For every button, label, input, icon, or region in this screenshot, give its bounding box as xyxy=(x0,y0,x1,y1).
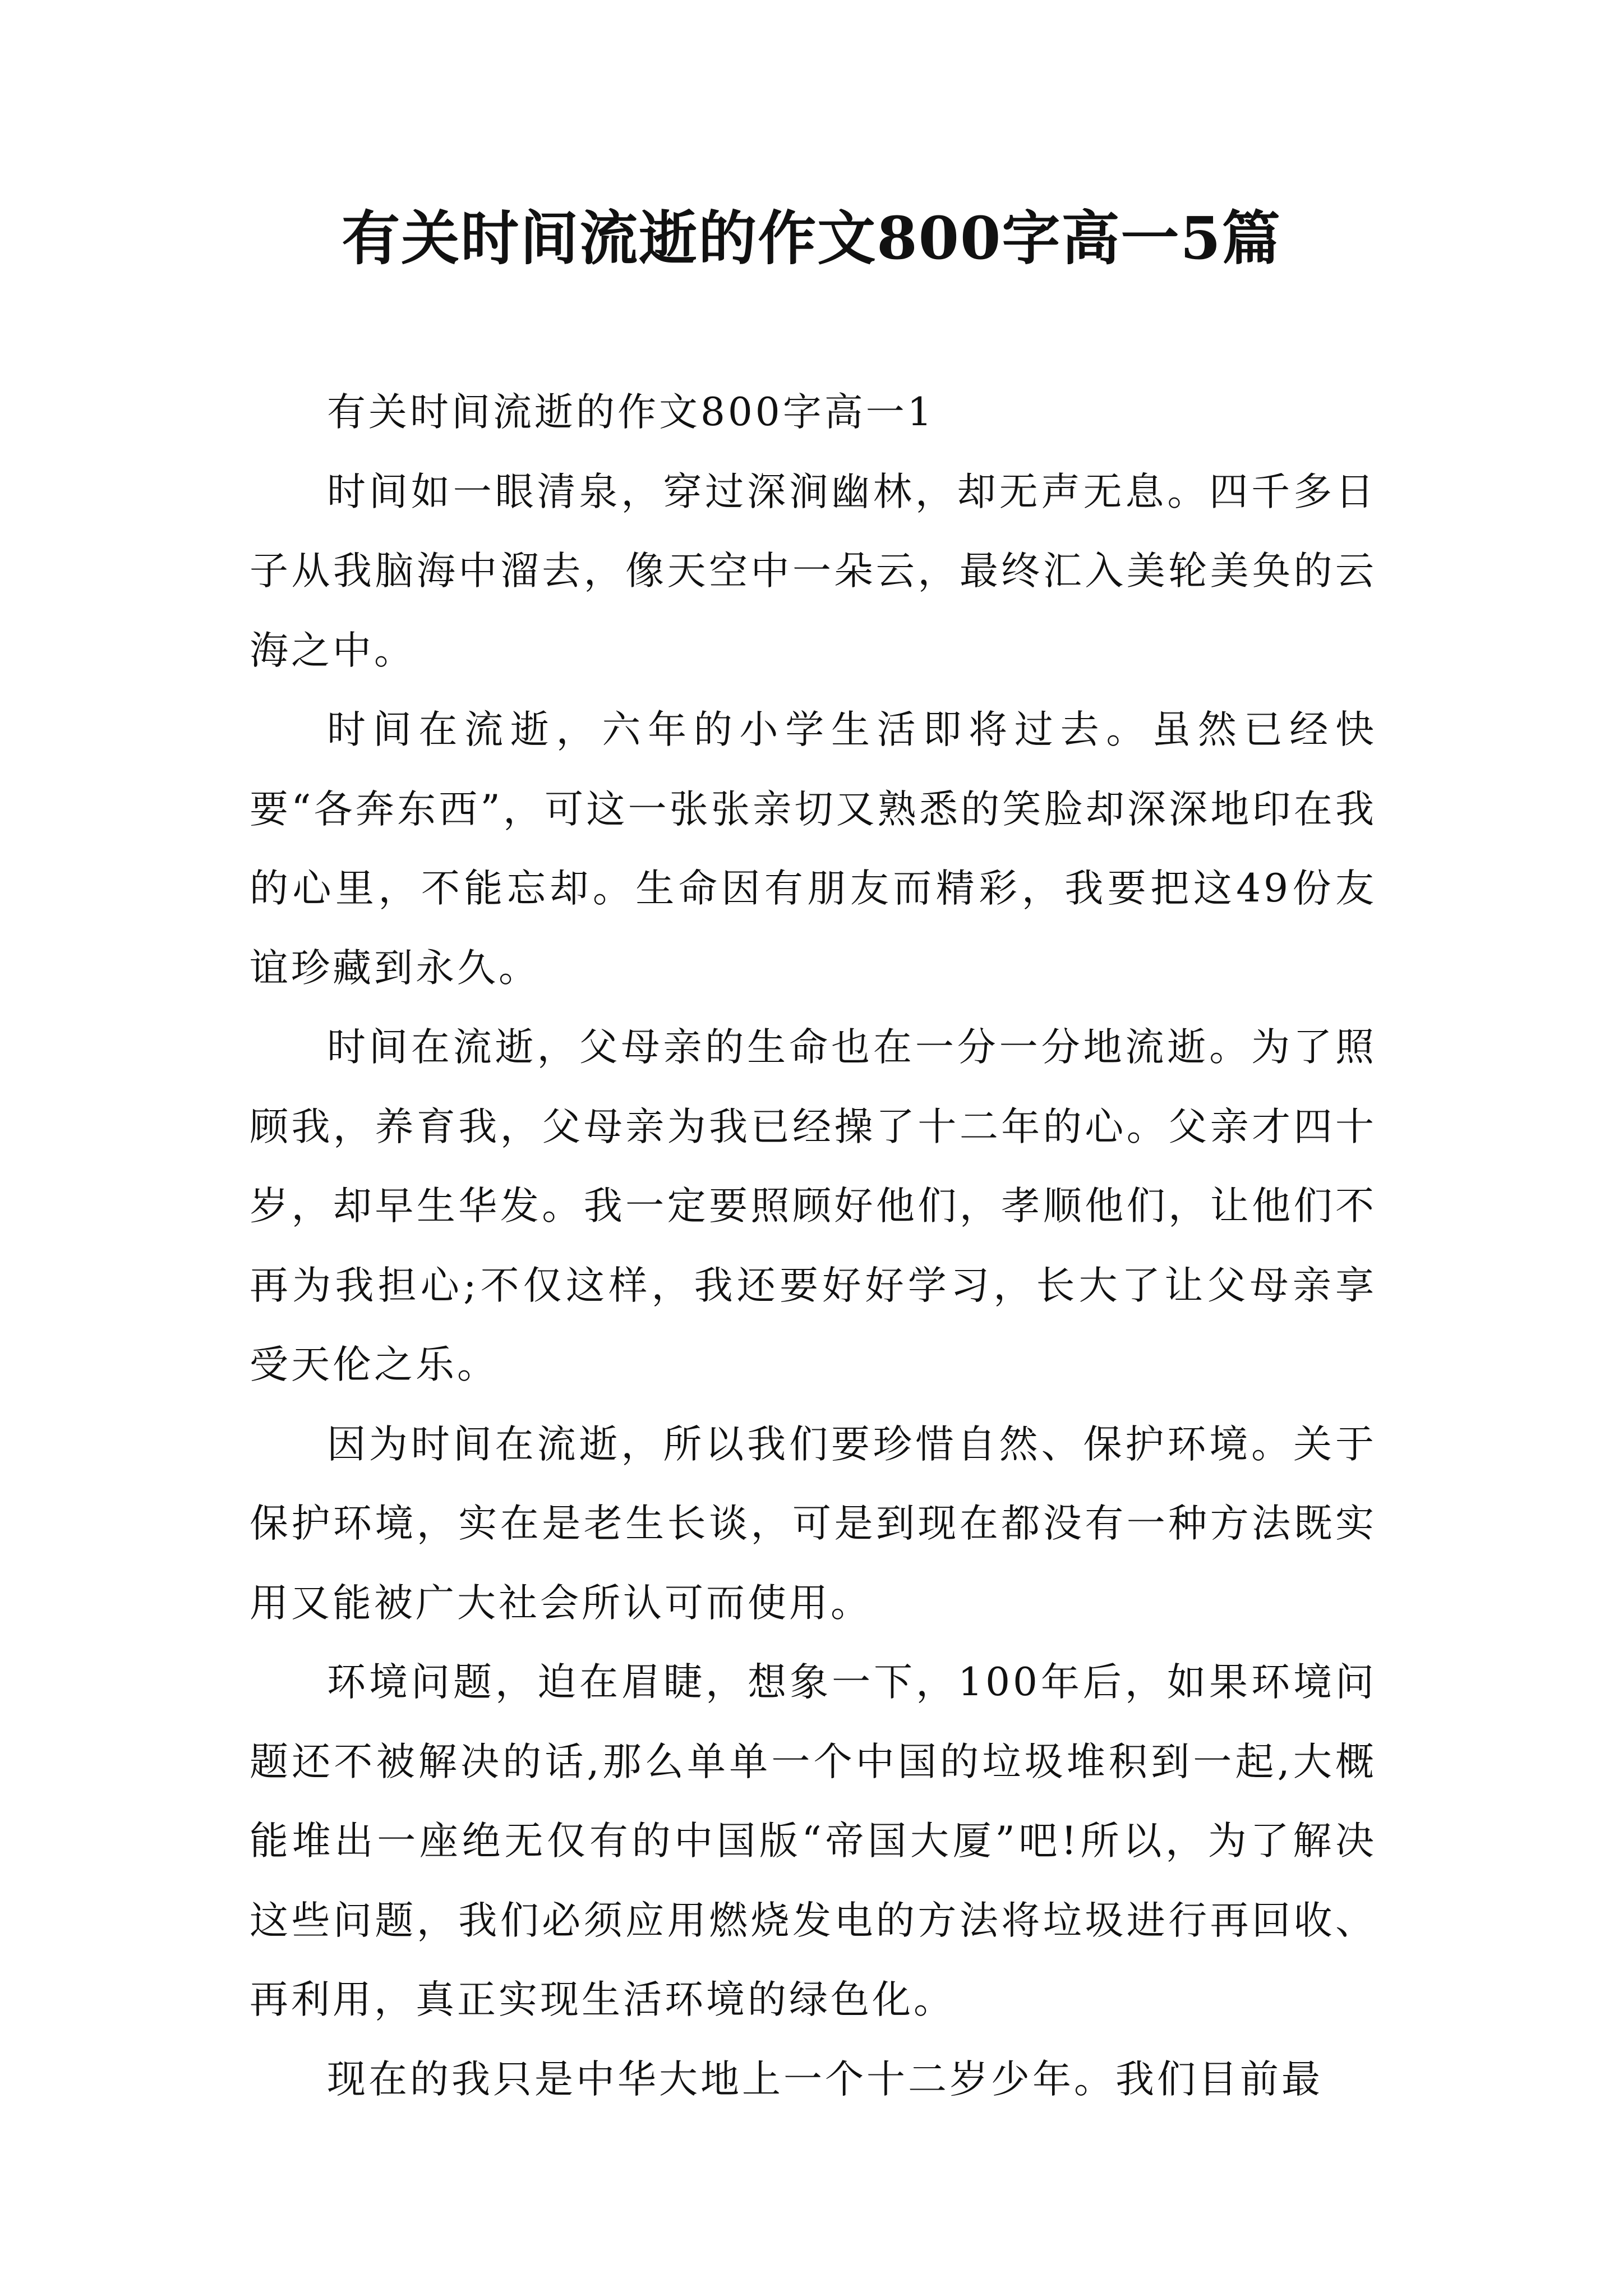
section-heading: 有关时间流逝的作文800字高一1 xyxy=(327,390,935,435)
paragraph: 时间如一眼清泉，穿过深涧幽林，却无声无息。四千多日子从我脑海中溜去，像天空中一朵云，最终汇入美轮美奂的云海之中。 xyxy=(250,469,1377,673)
document-title: 有关时间流逝的作文800字高一5篇 xyxy=(342,204,1281,273)
paragraph: 环境问题，迫在眉睫，想象一下，100年后，如果环境问题还不被解决的话,那么单单一个中国的垃圾堆积到一起,大概能堆出一座绝无仅有的中国版“帝国大厦”吧!所以，为了解决这些问题，我们必须应用燃烧发电的方法将垃圾进行再回收、再利用，真正实现生活环境的绿色化。 xyxy=(250,1660,1377,2022)
document-body xyxy=(250,373,1377,2119)
paragraph: 时间在流逝，六年的小学生活即将过去。虽然已经快要“各奔东西”，可这一张张亲切又熟悉的笑脸却深深地印在我的心里，不能忘却。生命因有朋友而精彩，我要把这49份友谊珍藏到永久。 xyxy=(250,707,1377,991)
paragraph: 因为时间在流逝，所以我们要珍惜自然、保护环境。关于保护环境，实在是老生长谈，可是到现在都没有一种方法既实用又能被广大社会所认可而使用。 xyxy=(250,1421,1377,1626)
paragraph: 现在的我只是中华大地上一个十二岁少年。我们目前最 xyxy=(327,2056,1323,2102)
paragraph: 时间在流逝，父母亲的生命也在一分一分地流逝。为了照顾我，养育我，父母亲为我已经操了十二年的心。父亲才四十岁，却早生华发。我一定要照顾好他们，孝顺他们，让他们不再为我担心;不仅这样，我还要好好学习，长大了让父母亲享受天伦之乐。 xyxy=(250,1025,1377,1387)
